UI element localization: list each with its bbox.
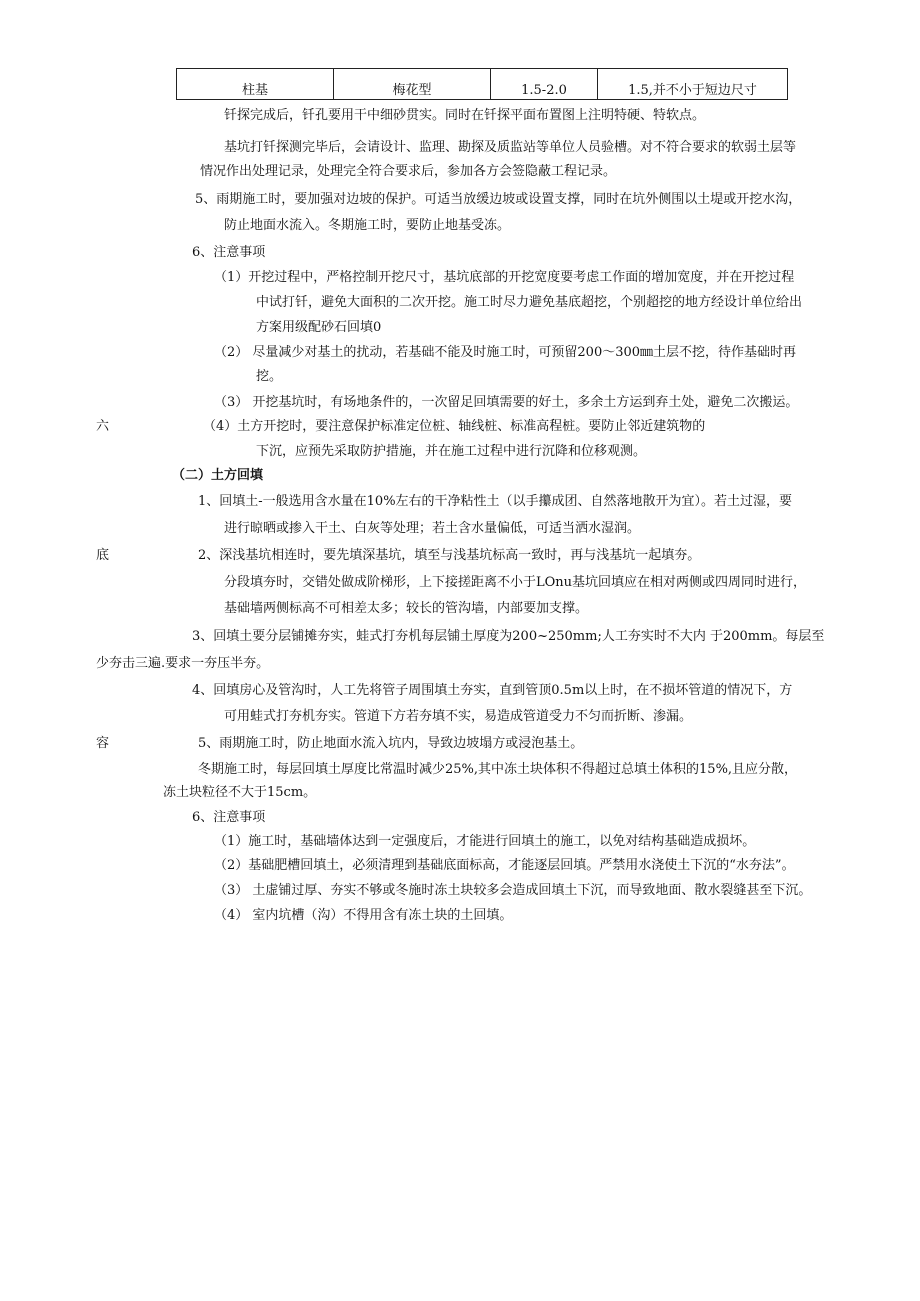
paragraph-line: 分段填夯时，交错处做成阶梯形，上下接搓距离不小于LOnu基坑回填应在相对两侧或四周同时进行，: [224, 575, 807, 590]
paragraph-line: 冻土块粒径不大于15cm。: [163, 785, 317, 800]
paragraph-line: （4） 室内坑槽（沟）不得用含有冻土块的土回填。: [214, 908, 513, 923]
paragraph-line: 冬期施工时，每层回填土厚度比常温时减少25%,其中冻土块体积不得超过总填土体积的15%,且应分散，: [198, 762, 798, 777]
margin-char: 六: [96, 419, 110, 434]
paragraph-line: 钎探完成后，钎孔要用干中细砂贯实。同时在钎探平面布置图上注明特硬、特软点。: [224, 108, 706, 123]
paragraph-line: 少夯击三遍.要求一夯压半夯。: [96, 656, 270, 671]
table-row: [177, 69, 788, 100]
paragraph-line: 基坑打钎探测完毕后，会请设计、监理、勘探及质监站等单位人员验槽。对不符合要求的软弱土层等: [224, 140, 797, 155]
section-heading: 6、注意事项: [192, 245, 266, 260]
paragraph-line: 3、回填土要分层铺摊夯实，蛙式打夯机每层铺土厚度为200~250mm;人工夯实时不大内 于200mm。每层至: [192, 629, 825, 644]
paragraph-line: 挖。: [256, 369, 283, 384]
table-cell: 1.5-2.0: [491, 69, 598, 100]
paragraph-line: （2）基础肥槽回填土，必须清理到基础底面标高，才能逐层回填。严禁用水浇使土下沉的“水夯法”。: [214, 858, 795, 873]
paragraph-line: 基础墙两侧标高不可相差太多；较长的管沟墙，内部要加支撑。: [224, 601, 589, 616]
paragraph-line: 情况作出处理记录，处理完全符合要求后，参加各方会签隐蔽工程记录。: [200, 164, 617, 179]
paragraph-line: 下沉，应预先采取防护措施，并在施工过程中进行沉降和位移观测。: [256, 444, 647, 459]
paragraph-line: 可用蛙式打夯机夯实。管道下方若夯填不实，易造成管道受力不匀而折断、渗漏。: [224, 709, 693, 724]
table-cell: 梅花型: [334, 69, 491, 100]
section-heading: 6、注意事项: [192, 810, 266, 825]
paragraph-line: 中试打钎，避免大面积的二次开挖。施工时尽力避免基底超挖，个别超挖的地方经设计单位给出: [256, 295, 803, 310]
paragraph-line: （3） 土虚铺过厚、夯实不够或冬施时冻土块较多会造成回填土下沉，而导致地面、散水裂缝甚至下沉。: [214, 883, 812, 898]
paragraph-line: （1）开挖过程中，严格控制开挖尺寸，基坑底部的开挖宽度要考虑工作面的增加宽度，并在开挖过程: [214, 270, 795, 285]
paragraph-line: 5、雨期施工时，防止地面水流入坑内，导致边坡塌方或浸泡基土。: [198, 736, 584, 751]
margin-char: 容: [96, 736, 110, 751]
margin-char: 底: [96, 548, 110, 563]
paragraph-line: （3） 开挖基坑时，有场地条件的，一次留足回填需要的好土，多余土方运到弃土处，避免二次搬运。: [214, 395, 799, 410]
paragraph-line: 2、深浅基坑相连时，要先填深基坑，填至与浅基坑标高一致时，再与浅基坑一起填夯。: [198, 548, 701, 563]
spec-table: [176, 68, 788, 100]
section-title: （二）土方回填: [172, 468, 264, 483]
paragraph-line: 1、回填土-一般选用含水量在10%左右的干净粘性土（以手攥成团、自然落地散开为宜）。若土过湿，要: [198, 494, 793, 509]
paragraph-line: 4、回填房心及管沟时，人工先将管子周围填土夯实，直到管顶0.5m以上时，在不损坏管道的情况下，方: [192, 683, 793, 698]
paragraph-line: （1）施工时，基础墙体达到一定强度后，才能进行回填土的施工，以免对结构基础造成损坏。: [214, 834, 756, 849]
paragraph-line: 防止地面水流入。冬期施工时，要防止地基受冻。: [224, 218, 511, 233]
paragraph-line: （2） 尽量减少对基土的扰动，若基础不能及时施工时，可预留200～300㎜土层不挖，待作基础时再: [214, 345, 797, 360]
paragraph-line: 方案用级配砂石回填0: [256, 320, 382, 335]
table-cell: 1.5,并不小于短边尺寸: [598, 69, 788, 100]
table-cell: 柱基: [177, 69, 334, 100]
paragraph-line: 进行晾晒或掺入干土、白灰等处理；若土含水量偏低，可适当洒水湿润。: [224, 521, 641, 536]
paragraph-line: 5、雨期施工时，要加强对边坡的保护。可适当放缓边坡或设置支撑，同时在坑外侧围以土堤或开挖水沟，: [195, 192, 802, 207]
paragraph-line: （4）土方开挖时，要注意保护标准定位桩、轴线桩、标准高程桩。要防止邻近建筑物的: [203, 419, 706, 434]
